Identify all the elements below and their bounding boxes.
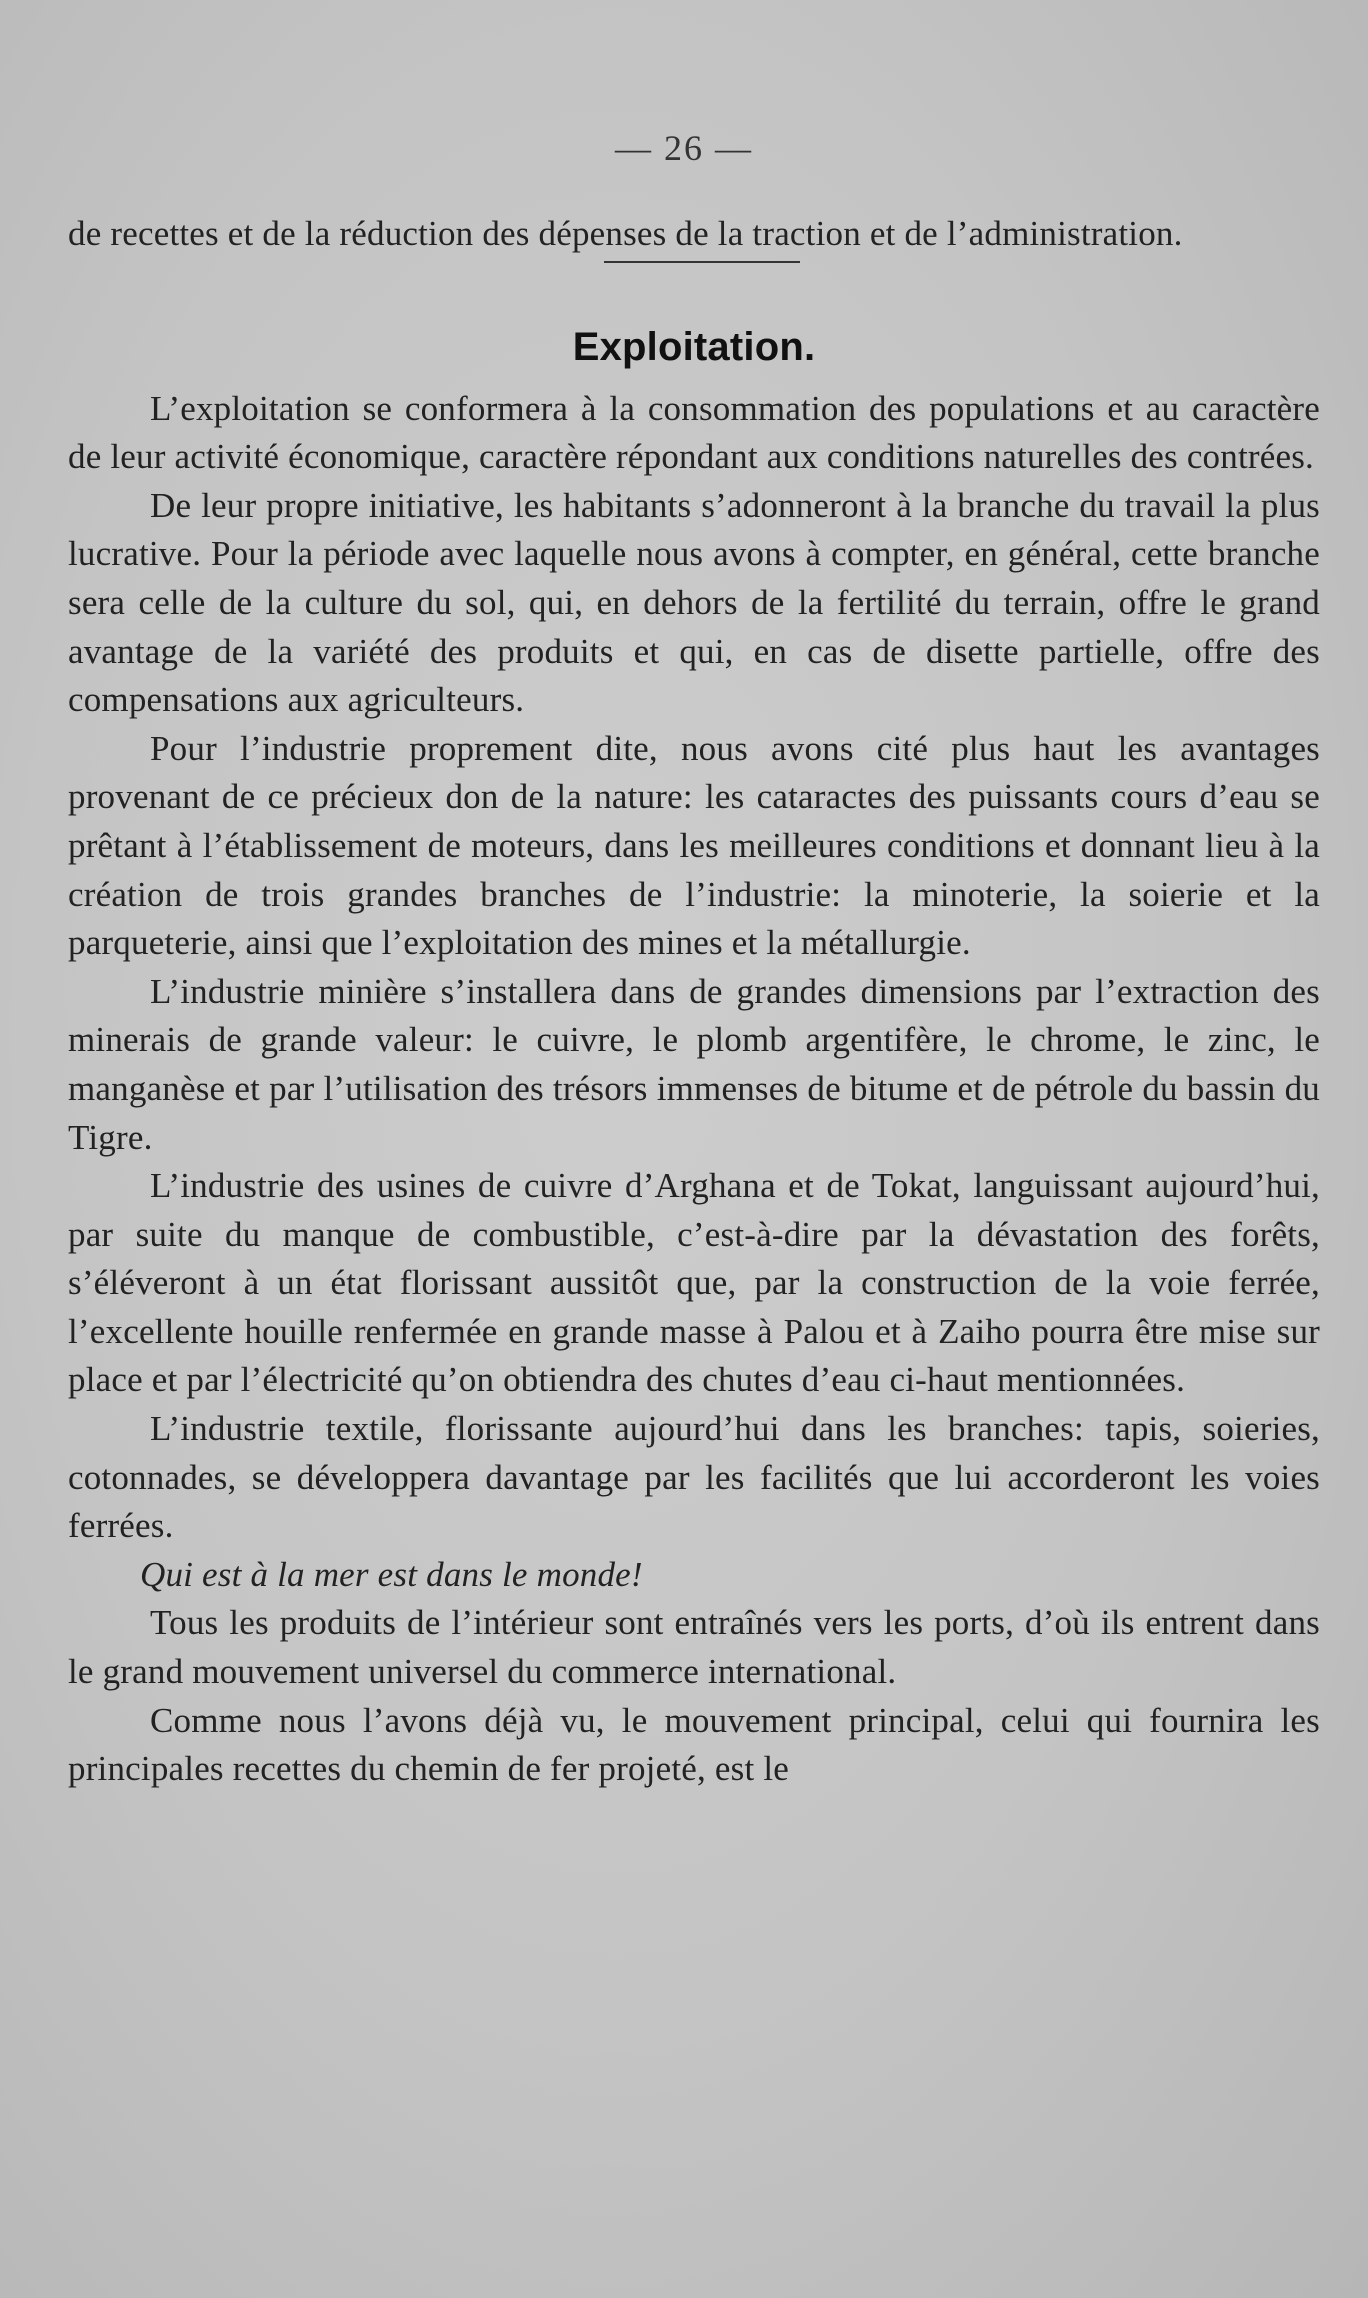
page-body: [68, 210, 1320, 1794]
continuation-paragraph: de recettes et de la réduction des dépenses de la traction et de l’administration.: [68, 214, 1183, 253]
paragraph: De leur propre initiative, les habitants s’adonneront à la branche du travail la plus lucrative. Pour la période avec laquelle nous avons à compter, en général, cette branche sera celle de la culture du sol, qui, en dehors de la fertilité du terrain, offre le grand avantage de la variété des produits et qui, en cas de disette partielle, offre des compensations aux agriculteurs.: [68, 485, 1320, 720]
paragraph: Comme nous l’avons déjà vu, le mouvement principal, celui qui fournira les principales recettes du chemin de fer projeté, est le: [68, 1700, 1320, 1789]
motto-line: Qui est à la mer est dans le monde!: [140, 1554, 643, 1594]
section-heading: Exploitation.: [572, 324, 816, 369]
paragraph: Pour l’industrie proprement dite, nous avons cité plus haut les avantages provenant de ce précieux don de la nature: les cataractes des puissants cours d’eau se prêtant à l’établissement de moteurs, dans les meilleures conditions et donnant lieu à la création de trois grandes branches de l’industrie: la minoterie, la soierie et la parqueterie, ainsi que l’exploitation des mines et la métallurgie.: [68, 728, 1320, 963]
page-number: — 26 —: [615, 128, 753, 168]
paragraph: L’exploitation se conformera à la consommation des populations et au caractère de leur activité économique, caractère répondant aux conditions naturelles des contrées.: [68, 388, 1320, 477]
paragraph: Tous les produits de l’intérieur sont entraînés vers les ports, d’où ils entrent dans le grand mouvement universel du commerce international.: [68, 1603, 1320, 1692]
paragraph: L’industrie des usines de cuivre d’Arghana et de Tokat, languissant aujourd’hui, par suite du manque de combustible, c’est-à-dire par la dévastation des forêts, s’éléveront à un état florissant aussitôt que, par la construction de la voie ferrée, l’excellente houille renfermée en grande masse à Palou et à Zaiho pourra être mise sur place et par l’électricité qu’on obtiendra des chutes d’eau ci-haut mentionnées.: [68, 1166, 1320, 1400]
section-divider: [604, 261, 800, 263]
paragraph: L’industrie textile, florissante aujourd’hui dans les branches: tapis, soieries, cotonnades, se développera davantage par les facilités que lui accorderont les voies ferrées.: [68, 1409, 1320, 1546]
paragraph: L’industrie minière s’installera dans de grandes dimensions par l’extraction des minerais de grande valeur: le cuivre, le plomb argentifère, le chrome, le zinc, le manganèse et par l’utilisation des trésors immenses de bitume et de pétrole du bassin du Tigre.: [68, 971, 1320, 1157]
